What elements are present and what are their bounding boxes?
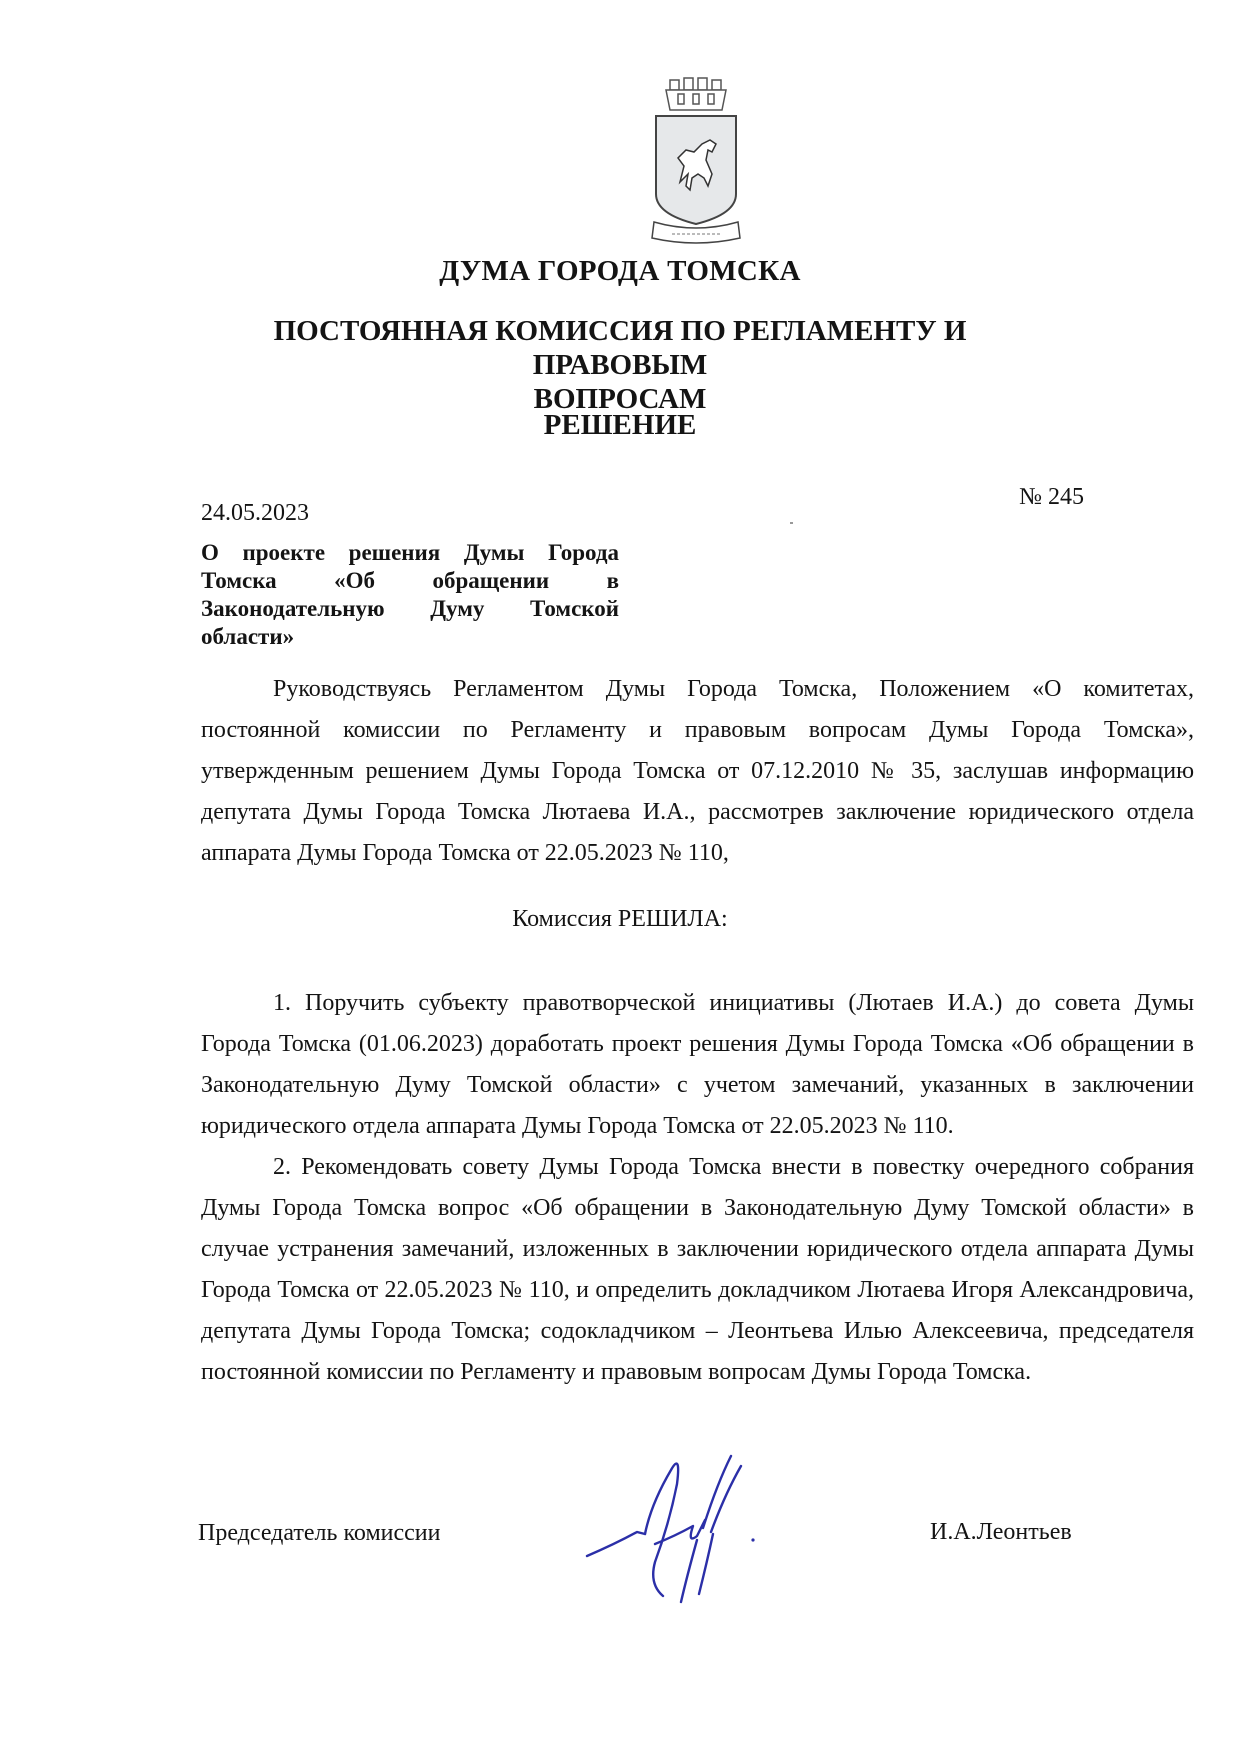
signatory-name: И.А.Леонтьев — [930, 1519, 1072, 1545]
decision-items — [201, 983, 1194, 1393]
preamble — [201, 669, 1194, 874]
decision-item-1: 1. Поручить субъекту правотворческой инициативы (Лютаев И.А.) до совета Думы Города Томска (01.06.2023) доработать проект решения Думы Города Томска «Об обращении в Законодательную Думу Томской области» с учетом замечаний, указанных в заключении юридического отдела аппарата Думы Города Томска от 22.05.2023 № 110. — [201, 990, 1194, 1139]
signatory-role: Председатель комиссии — [198, 1520, 441, 1546]
committee-title-line1: ПОСТОЯННАЯ КОМИССИЯ ПО РЕГЛАМЕНТУ И ПРАВОВЫМ — [273, 315, 967, 381]
committee-title-line2: ВОПРОСАМ — [533, 383, 707, 415]
decision-number: № 245 — [1019, 484, 1084, 510]
document-type: РЕШЕНИЕ — [543, 409, 697, 441]
committee-title — [200, 314, 1040, 416]
tomsk-coat-of-arms-icon — [650, 74, 742, 246]
decision-heading: Комиссия РЕШИЛА: — [512, 906, 728, 932]
handwritten-signature — [585, 1444, 795, 1604]
scan-speck — [790, 522, 793, 524]
preamble-paragraph: Руководствуясь Регламентом Думы Города Томска, Положением «О комитетах, постоянной комиссии по Регламенту и правовым вопросам Думы Города Томска», утвержденным решением Думы Города Томска от 07.12.2010 № 35, заслушав информацию депутата Думы Города Томска Лютаева И.А., рассмотрев заключение юридического отдела аппарата Думы Города Томска от 22.05.2023 № 110, — [201, 676, 1194, 866]
decision-item-2: 2. Рекомендовать совету Думы Города Томска внести в повестку очередного собрания Думы Города Томска вопрос «Об обращении в Законодательную Думу Томской области» в случае устранения замечаний, изложенных в заключении юридического отдела аппарата Думы Города Томска от 22.05.2023 № 110, и определить докладчиком Лютаева Игоря Александровича, депутата Думы Города Томска; содокладчиком – Леонтьева Илью Алексеевича, председателя постоянной комиссии по Регламенту и правовым вопросам Думы Города Томска. — [201, 1154, 1194, 1385]
org-title: ДУМА ГОРОДА ТОМСКА — [439, 255, 801, 287]
decision-date: 24.05.2023 — [201, 500, 309, 526]
decision-subject: О проекте решения Думы Города Томска «Об обращении в Законодательную Думу Томской области» — [201, 540, 619, 649]
